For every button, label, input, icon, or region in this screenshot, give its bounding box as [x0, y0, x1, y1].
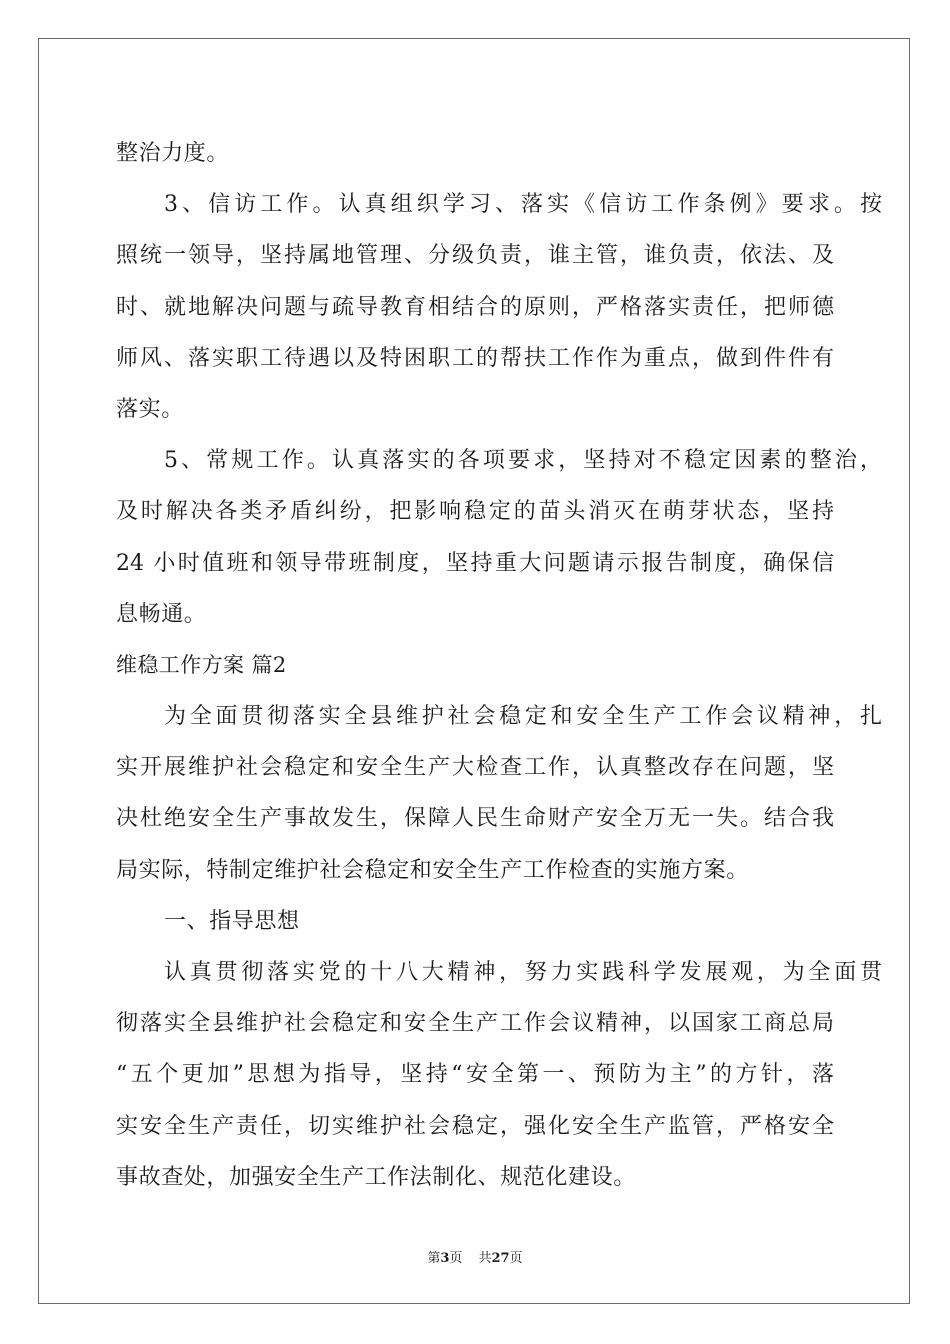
- text-line: 局实际，特制定维护社会稳定和安全生产工作检查的实施方案。: [116, 857, 749, 883]
- text-line: 实开展维护社会稳定和安全生产大检查工作，认真整改存在问题，坚: [116, 755, 834, 781]
- text-line: 彻落实全县维护社会稳定和安全生产工作会议精神，以国家工商总局: [116, 1011, 834, 1037]
- footer-page-number: 3: [440, 1251, 450, 1266]
- footer-total-pages: 27: [491, 1251, 510, 1266]
- guiding-paragraph-line-1: 认真贯彻落实党的十八大精神，努力实践科学发展观，为全面贯: [164, 960, 882, 985]
- footer-total-suffix: 页: [509, 1251, 523, 1266]
- text-line: 24 小时值班和领导带班制度，坚持重大问题请示报告制度，确保信: [116, 550, 834, 576]
- intro-paragraph-line-1: 为全面贯彻落实全县维护社会稳定和安全生产工作会议精神，扎: [164, 704, 882, 730]
- section-heading: 维稳工作方案 篇2: [116, 652, 287, 677]
- text-line: 整治力度。: [116, 141, 230, 166]
- text-line: 息畅通。: [116, 601, 207, 627]
- page-footer: [0, 1247, 950, 1266]
- subheading-guiding-thought: 一、指导思想: [164, 908, 300, 934]
- text-line: 事故查处，加强安全生产工作法制化、规范化建设。: [116, 1164, 636, 1190]
- text-line: 实安全生产责任，切实维护社会稳定，强化安全生产监管，严格安全: [116, 1113, 834, 1139]
- footer-total-prefix: 共: [478, 1251, 492, 1266]
- text-line: 照统一领导，坚持属地管理、分级负责，谁主管，谁负责，依法、及: [116, 243, 834, 269]
- text-line: 师风、落实职工待遇以及特困职工的帮扶工作作为重点，做到件件有: [116, 345, 834, 371]
- text-line: “五个更加”思想为指导，坚持“安全第一、预防为主”的方针，落: [116, 1062, 834, 1088]
- paragraph-3-line-1: 3、信访工作。认真组织学习、落实《信访工作条例》要求。按: [164, 192, 882, 218]
- text-line: 决杜绝安全生产事故发生，保障人民生命财产安全万无一失。结合我: [116, 806, 834, 832]
- footer-page-suffix: 页: [449, 1251, 463, 1266]
- text-line: 时、就地解决问题与疏导教育相结合的原则，严格落实责任，把师德: [116, 294, 834, 320]
- text-line: 及时解决各类矛盾纠纷，把影响稳定的苗头消灭在萌芽状态，坚持: [116, 499, 834, 525]
- document-body: [116, 128, 882, 1203]
- text-line: 落实。: [116, 396, 184, 422]
- footer-page-prefix: 第: [427, 1251, 441, 1266]
- paragraph-5-line-1: 5、常规工作。认真落实的各项要求，坚持对不稳定因素的整治，: [164, 448, 882, 474]
